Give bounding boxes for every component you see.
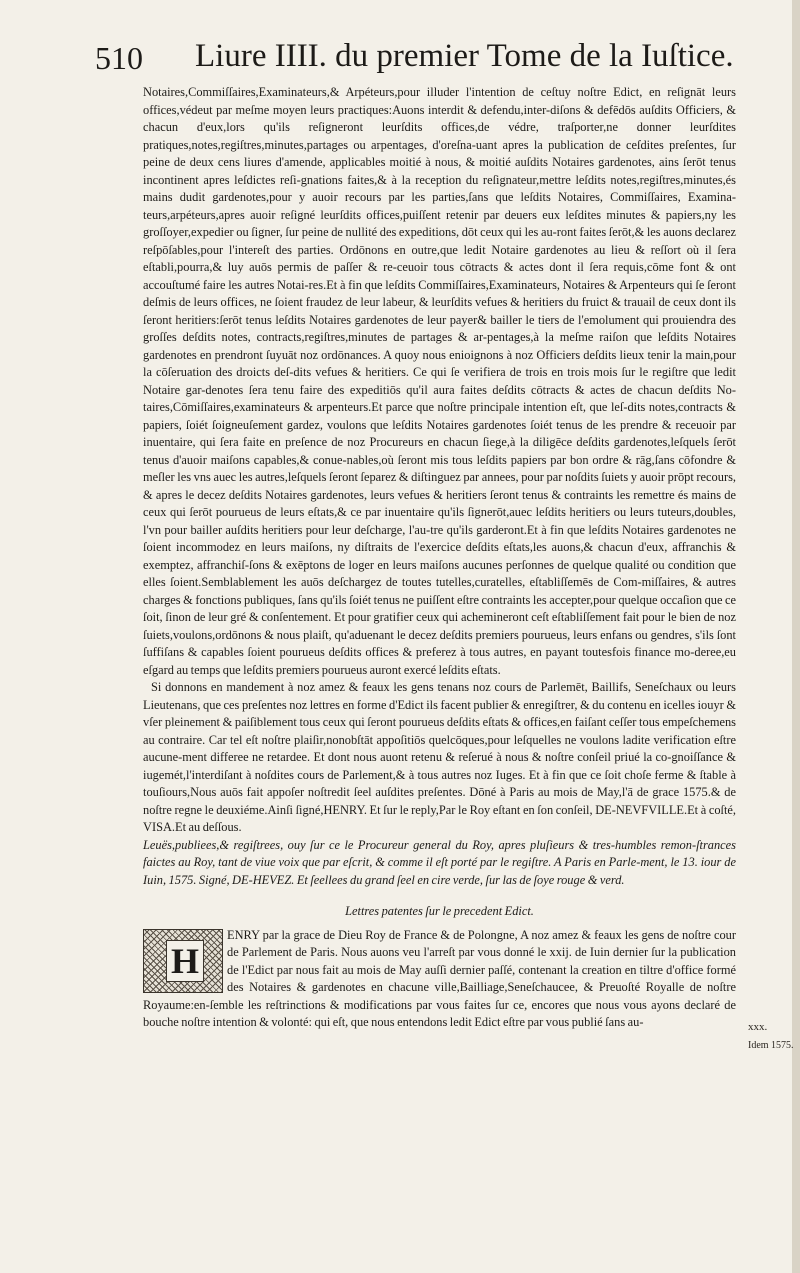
page-spine-edge [792,0,800,1273]
paragraph-mandement: Si donnons en mandement à noz amez & feaux les gens tenans noz cours de Parlemēt, Baillifs, Seneſchaux ou leurs Lieutenans, que ces preſentes noz lettres en forme d'Edict ils facent publier & enregiſtrer, & du contenu en icelles iouyr & vſer pleinement & paiſiblement tous ceux qui ſeront pourueus deſdits eſtats & offices,en faiſant ceſſer tous empeſchemens au contraire. Car tel eſt noſtre plaiſir,nonobſtāt appoſitiōs quelcōques,pour leſquelles ne voulons ladite verification eſtre aucune-ment differee ne retardee. Et dont nous auont retenu & reſerué à nous & noſtre conſeil priué la co-gnoiſſance & iugemét,l'interdiſant à noſdites cours de Parlement,& à tous autres noz Iuges. Et à fin que ce ſoit choſe ferme & ſtable à touſiours,Nous auōs fait appoſer noſtredit ſeel auſdites preſentes. Dōné à Paris au mois de May,l'ā de grace 1575.& de noſtre regne le deuxiéme.Ainſi ſigné,HENRY. Et ſur le reply,Par le Roy eſtant en ſon conſeil, DE-NEVFVILLE.Et à coſté, VISA.Et au deſſous. [143,680,736,834]
page-header [95,38,735,82]
page-number: 510 [95,40,143,76]
margin-note-number: xxx. [748,1021,768,1033]
section-heading: Lettres patentes ſur le precedent Edict. [345,904,534,918]
registration-note: Leuës,publiees,& regiſtrees, ouy ſur ce le Procureur general du Roy, apres pluſieurs & tres-humbles remon-ſtrances faictes au Roy, tant de viue voix que par eſcrit, & comme il eſt porté par le regiſtre. A Paris en Parle-ment, le 13. iour de Iuin, 1575. Signé, DE-HEVEZ. Et ſeellees du grand ſeel en cire verde, ſur las de ſoye rouge & verd. [143,837,736,887]
decorated-initial [143,929,223,993]
body-text [143,84,736,1032]
paragraph-edict-text: Notaires,Commiſſaires,Examinateurs,& Arpéteurs,pour illuder l'intention de ceſtuy noſtre Edict, en reſignāt leurs offices,védeut par meſme moyen leurs practiques:Auons interdit & defendu,inter-diſons & defēdōs auſdits Officiers, & chacun d'eux,lors qu'ils reſigneront leurſdits offices,de védre, traſporter,ne donner leurſdites pratiques,notes,regiſtres,minutes,partages ou arpentages, d'oreſna-uant apres la publication de ceſdites preſentes, ſur peine de deux cens liures d'amende, applicables moitié à nous, & moitié auſdits Notaires gardenotes, ains ſerōt tenus incontinent apres leſdictes reſi-gnations faites,& à la reception du reſignateur,mettre leſdits notes,regiſtres,minutes,és mains dudit gardenotes,pour y auoir recours par les parties,ſans que leſdits Notaires, Commiſſaires, Examina-teurs,arpéteurs,apres auoir reſigné leurſdits offices,puiſſent retenir par deuers eux leſdites minutes & papiers,ny les groſſoyer,expedier ou ſigner, ſur peine de nullité des expeditions, dōt ceux qui les au-ront faites ſerōt,& les auons declarez reſpōſables,pour l'intereſt des parties. Ordōnons en outre,que ledit Notaire gardenotes au lieu & reſſort où il ſera eſtabli,pourra,& luy auōs permis de paſſer & re-ceuoir tous cōtracts & actes dont il ſera requis,cōme font & ont accouſtumé faire les autres Notai-res.Et à fin que leſdits Commiſſaires,Examinateurs, Notaires & Arpenteurs qui ſe ſeront deſmis de leurs offices, ne ſoient fraudez de leur labeur, & leurſdits vefues & heritiers du fruict & trauail de ceux dont ils ſeront heritiers:ſerōt tenus leſdits Notaires gardenotes de leur payer& bailler le tiers de l'emolument qui prouiendra des groſſes deſdits notes, contracts,regiſtres,minutes de partages & ar-pentages,à la meſme raiſon que leſdits Notaires gardenotes en prendront ſuyuāt noz ordōnances. A quoy nous enioignons à noz Officiers deſdits lieux tenir la main,pour la cōſeruation des droicts deſ-dits vefues & heritiers. Ce qui ſe verifiera de trois en trois mois ſur le regiſtre que ledit Notaire gar-denotes ſera tenu faire des expeditiōs qu'il aura faites deſdits cōtracts & actes de chacun deſdits No-taires,Cōmiſſaires,examinateurs & arpenteurs.Et parce que noſtre principale intention eſt, que leſ-dits notes,contracts & papiers, ſoiét ſoigneuſement gardez, voulons que leſdits Notaires gardenotes ſoiét tenus de les prendre & receuoir par inuentaire, qui ſera faite en preſence de noz Procureurs en chacun ſiege,à la diligēce deſdits gardenotes,leſquels ſerōt tenus d'auoir maiſons capables,& conue-nables,où ſeront mis tous leſdits papiers par bon ordre & rāg,ſans cōfondre & meſler les vns auec les autres,leſquels ſeront ſeparez & diſtinguez par annees, pour par noſdits ſuiets y auoir prōpt recours, & apres le decez deſdits Notaires gardenotes, leurs vefues & heritiers ſeront tenus & contraints les remettre és mains de ceux qui ſerōt pourueus de leurs eſtats,& ce par inuentaire qu'ils ſignerōt,auec leſdits heritiers ou leurs tuteurs,doubles, l'vn pour bailler auſdits heritiers pour leur deſcharge, l'au-tre qu'ils garderont.Et à fin que leſdits Notaires gardenotes ne ſoient incommodez en leurs maiſons, ny diſtraits de l'exercice deſdits eſtats,les auons,& chacun d'eux, affranchis & exemptez, affranchiſ-ſons & exēptons de loger en leurs maiſons aucunes perſonnes de quelque qualité ou condition que elles ſoient.Semblablement les auōs deſchargez de toutes tutelles,curatelles, eſtabliſſemēs de Com-miſſaires, & autres charges & fonctions publiques, ſans qu'ils ſoiét tenus ne puiſſent eſtre contraints les accepter,pour quelque occaſion que ce ſoit, ſinon de leur gré & conſentement. Et pour gratifier ceux qui achemineront ceſt eſtabliſſement fait pour le bien de noz ſuiets,voulons,ordōnons & nous plaiſt, qu'aduenant le decez deſdits premiers pourueus, leurs enfans ou gendres, s'ils ſont ſuffiſans & capables ſoient pourueus deſdits offices & preferez à tous autres, en payant toutesfois finance mo-deree,eu eſgard au temps que leſdits premiers pourueus auront exercé leſdits eſtats. [143,85,736,677]
letters-patent-block [143,927,736,1032]
margin-note-date: Idem 1575. [748,1040,794,1051]
paragraph-letters-patent: ENRY par la grace de Dieu Roy de France & de Polongne, A noz amez & feaux les gens de noſtre cour de Parlement de Paris. Nous auons veu l'arreſt par vous donné le xxij. de Iuin dernier ſur la publication de l'Edict par nous fait au mois de May auſſi dernier paſſé, contenant la creation en tiltre d'office formé des Notaires & gardenotes en chacune ville,Bailliage,Seneſchaucee, & Preuoſté Royalle de noſtre Royaume:en-ſemble les reſtrinctions & modifications par vous faites ſur ce, encores que nous vous ayons declaré de bouche noſtre intention & volonté: qui eſt, que nous entendons ledit Edict eſtre par vous publié ſans au- [143,927,736,1029]
decorated-initial-letter: H [166,940,204,982]
running-title: Liure IIII. du premier Tome de la Iuſtice. [195,38,734,74]
